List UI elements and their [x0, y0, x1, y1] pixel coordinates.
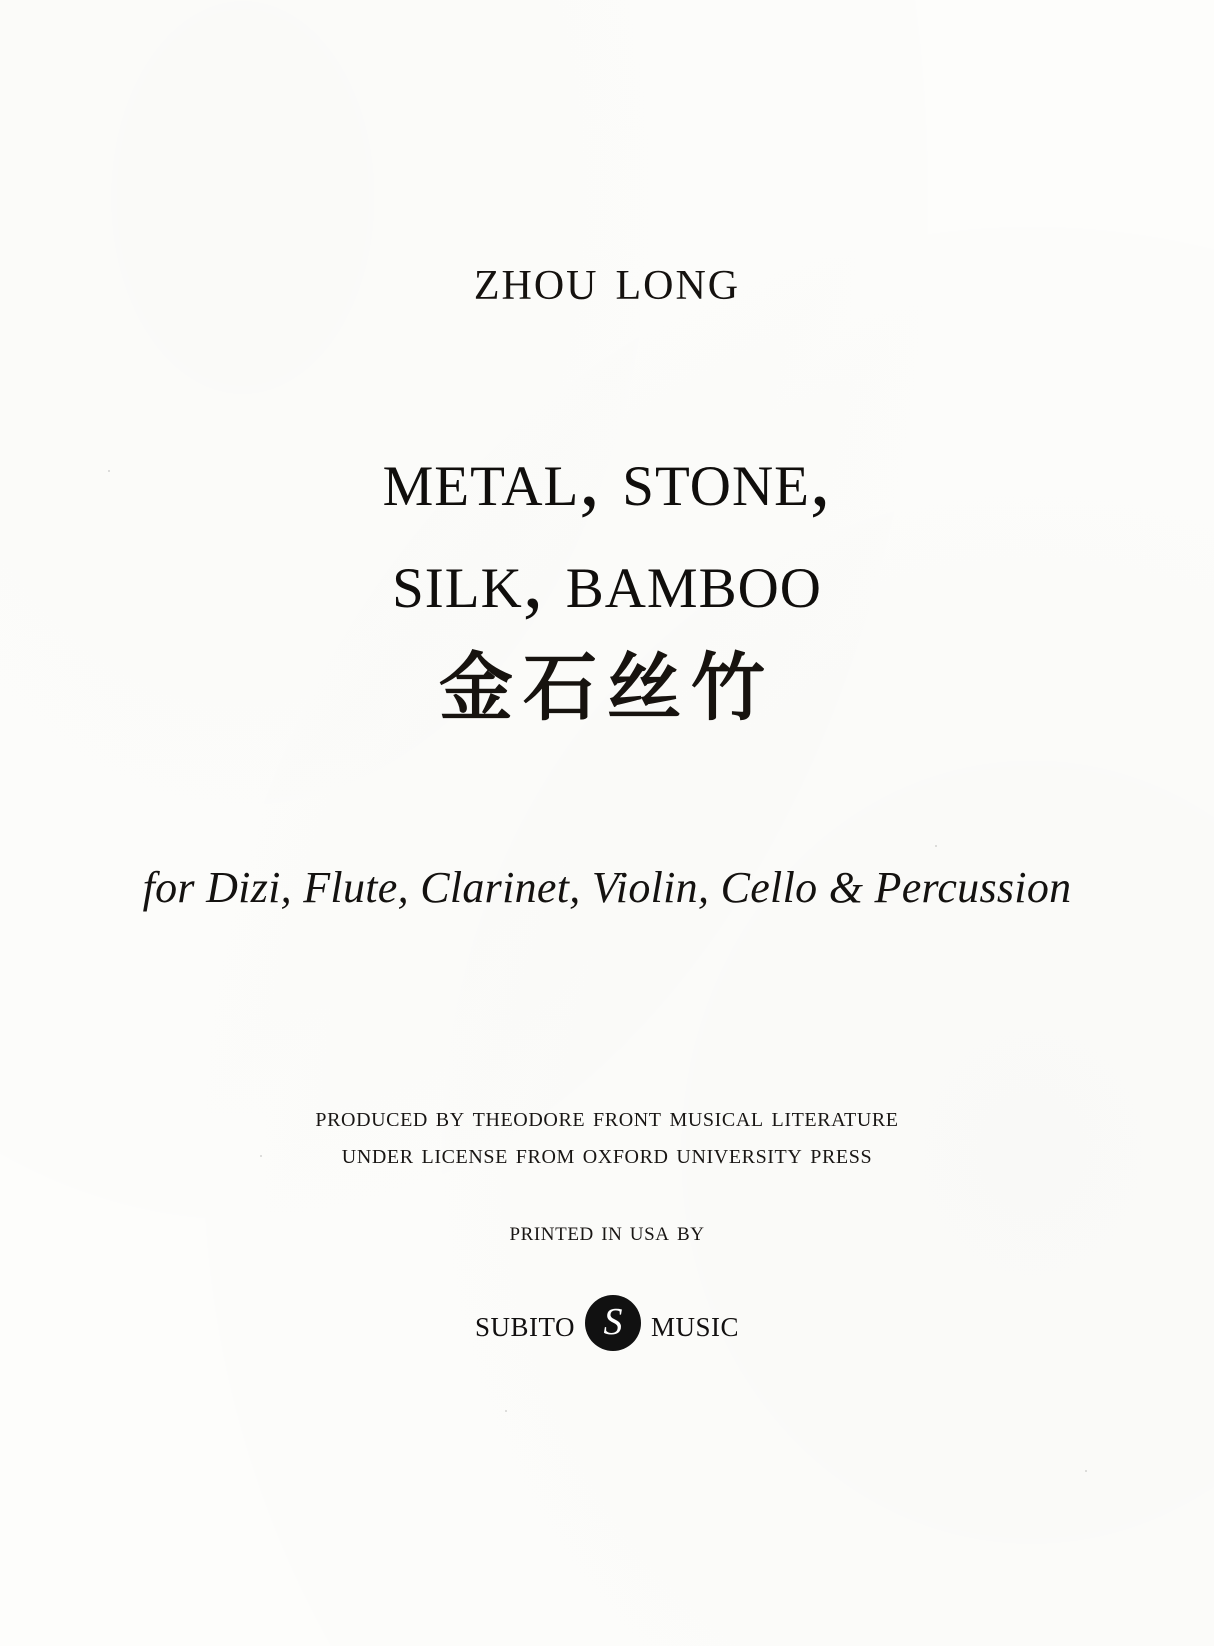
scan-speck	[1085, 1470, 1087, 1472]
credit-produced-by: produced by theodore front musical literature	[315, 1100, 899, 1133]
credits-block	[0, 1099, 1214, 1247]
work-title-line-2: silk, bamboo	[392, 533, 822, 625]
publisher-name-right: music	[651, 1301, 740, 1345]
work-title-chinese: 金石丝竹	[439, 645, 775, 732]
scan-speck	[935, 845, 937, 847]
publisher-name-left: subito	[474, 1301, 575, 1345]
work-title-line-1: metal, stone,	[382, 432, 832, 523]
composer-name: zhou long	[473, 246, 741, 312]
credit-printed-in: printed in usa by	[509, 1216, 705, 1247]
instrumentation-subtitle: for Dizi, Flute, Clarinet, Violin, Cello & Percussion	[142, 862, 1072, 912]
scan-speck	[108, 470, 110, 472]
subito-roundel-icon	[585, 1295, 641, 1351]
scan-speck	[260, 1155, 262, 1157]
scan-speck	[505, 1410, 507, 1412]
work-title	[0, 427, 1214, 730]
credit-license: under license from oxford university press	[341, 1138, 873, 1171]
publisher-logo	[0, 1295, 1214, 1351]
subito-s-glyph: S	[603, 1300, 623, 1343]
